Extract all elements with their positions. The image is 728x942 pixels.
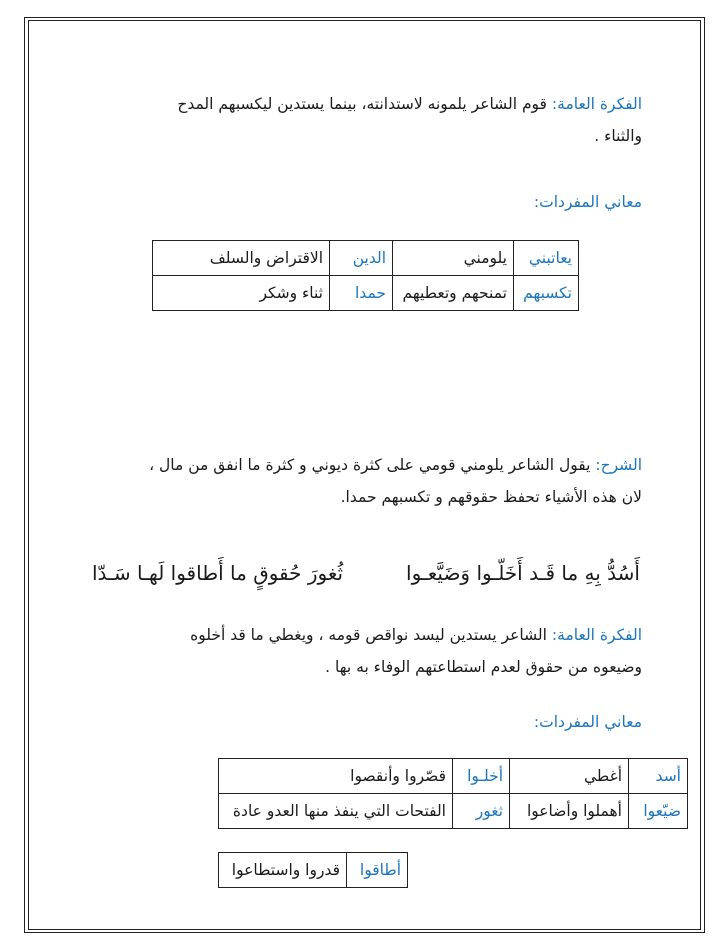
vocab-word: أطاقوا [347, 853, 408, 888]
vocab-table-2 [218, 758, 688, 829]
vocab-word: ثغور [453, 794, 510, 829]
vocab-word: تكسبهم [514, 276, 579, 311]
explanation [70, 449, 642, 513]
explanation-label: الشرح: [595, 456, 642, 474]
vocab-meaning: تمنحهم وتعطيهم [393, 276, 514, 311]
general-idea-text-line1: قوم الشاعر يلمونه لاستدانته، بينما يستدين ليكسبهم المدح [177, 95, 547, 113]
general-idea-text-line1: الشاعر يستدين ليسد نواقص قومه ، ويغطي ما قد أخلوه [190, 626, 547, 644]
vocab-word: أخلـوا [453, 759, 510, 794]
table-row [219, 794, 688, 829]
general-idea-label: الفكرة العامة: [551, 95, 642, 113]
vocab-meaning: يلومني [393, 241, 514, 276]
vocab-heading-1: معاني المفردات: [533, 193, 642, 211]
vocab-meaning: أهملوا وأضاعوا [510, 794, 629, 829]
table-row [219, 853, 408, 888]
vocab-word: يعاتبني [514, 241, 579, 276]
general-idea-text-line2: والثناء . [594, 127, 642, 145]
vocab-word: الدين [330, 241, 393, 276]
vocab-meaning: أغطي [510, 759, 629, 794]
poem-hemistich-1: أَسُدُّ بِهِ ما قَـد أَخَلّـوا وَضَيَّعـوا [406, 561, 640, 585]
general-idea-2 [80, 619, 642, 683]
general-idea-label: الفكرة العامة: [551, 626, 642, 644]
poem-hemistich-2: ثُغورَ حُقوقٍ ما أَطاقوا لَهـا سَـدّا [92, 561, 344, 585]
table-row [153, 276, 579, 311]
vocab-word: حمدا [330, 276, 393, 311]
general-idea-text-line2: وضيعوه من حقوق لعدم استطاعتهم الوفاء به بها . [325, 658, 642, 676]
vocab-meaning: قصّروا وأنقصوا [219, 759, 453, 794]
table-row [153, 241, 579, 276]
vocab-meaning: الفتحات التي ينفذ منها العدو عادة [219, 794, 453, 829]
vocab-meaning: قدروا واستطاعوا [219, 853, 347, 888]
vocab-table-1 [152, 240, 579, 311]
vocab-word: أسد [629, 759, 688, 794]
general-idea-1 [80, 88, 642, 152]
explanation-line1: يقول الشاعر يلومني قومي على كثرة ديوني و كثرة ما انفق من مال ، [149, 456, 591, 474]
explanation-line2: لان هذه الأشياء تحفظ حقوقهم و تكسبهم حمدا. [340, 488, 642, 506]
vocab-meaning: ثناء وشكر [153, 276, 330, 311]
vocab-word: ضيّعوا [629, 794, 688, 829]
vocab-table-2-extra [218, 852, 408, 888]
vocab-meaning: الاقتراض والسلف [153, 241, 330, 276]
vocab-heading-2: معاني المفردات: [533, 713, 642, 731]
table-row [219, 759, 688, 794]
